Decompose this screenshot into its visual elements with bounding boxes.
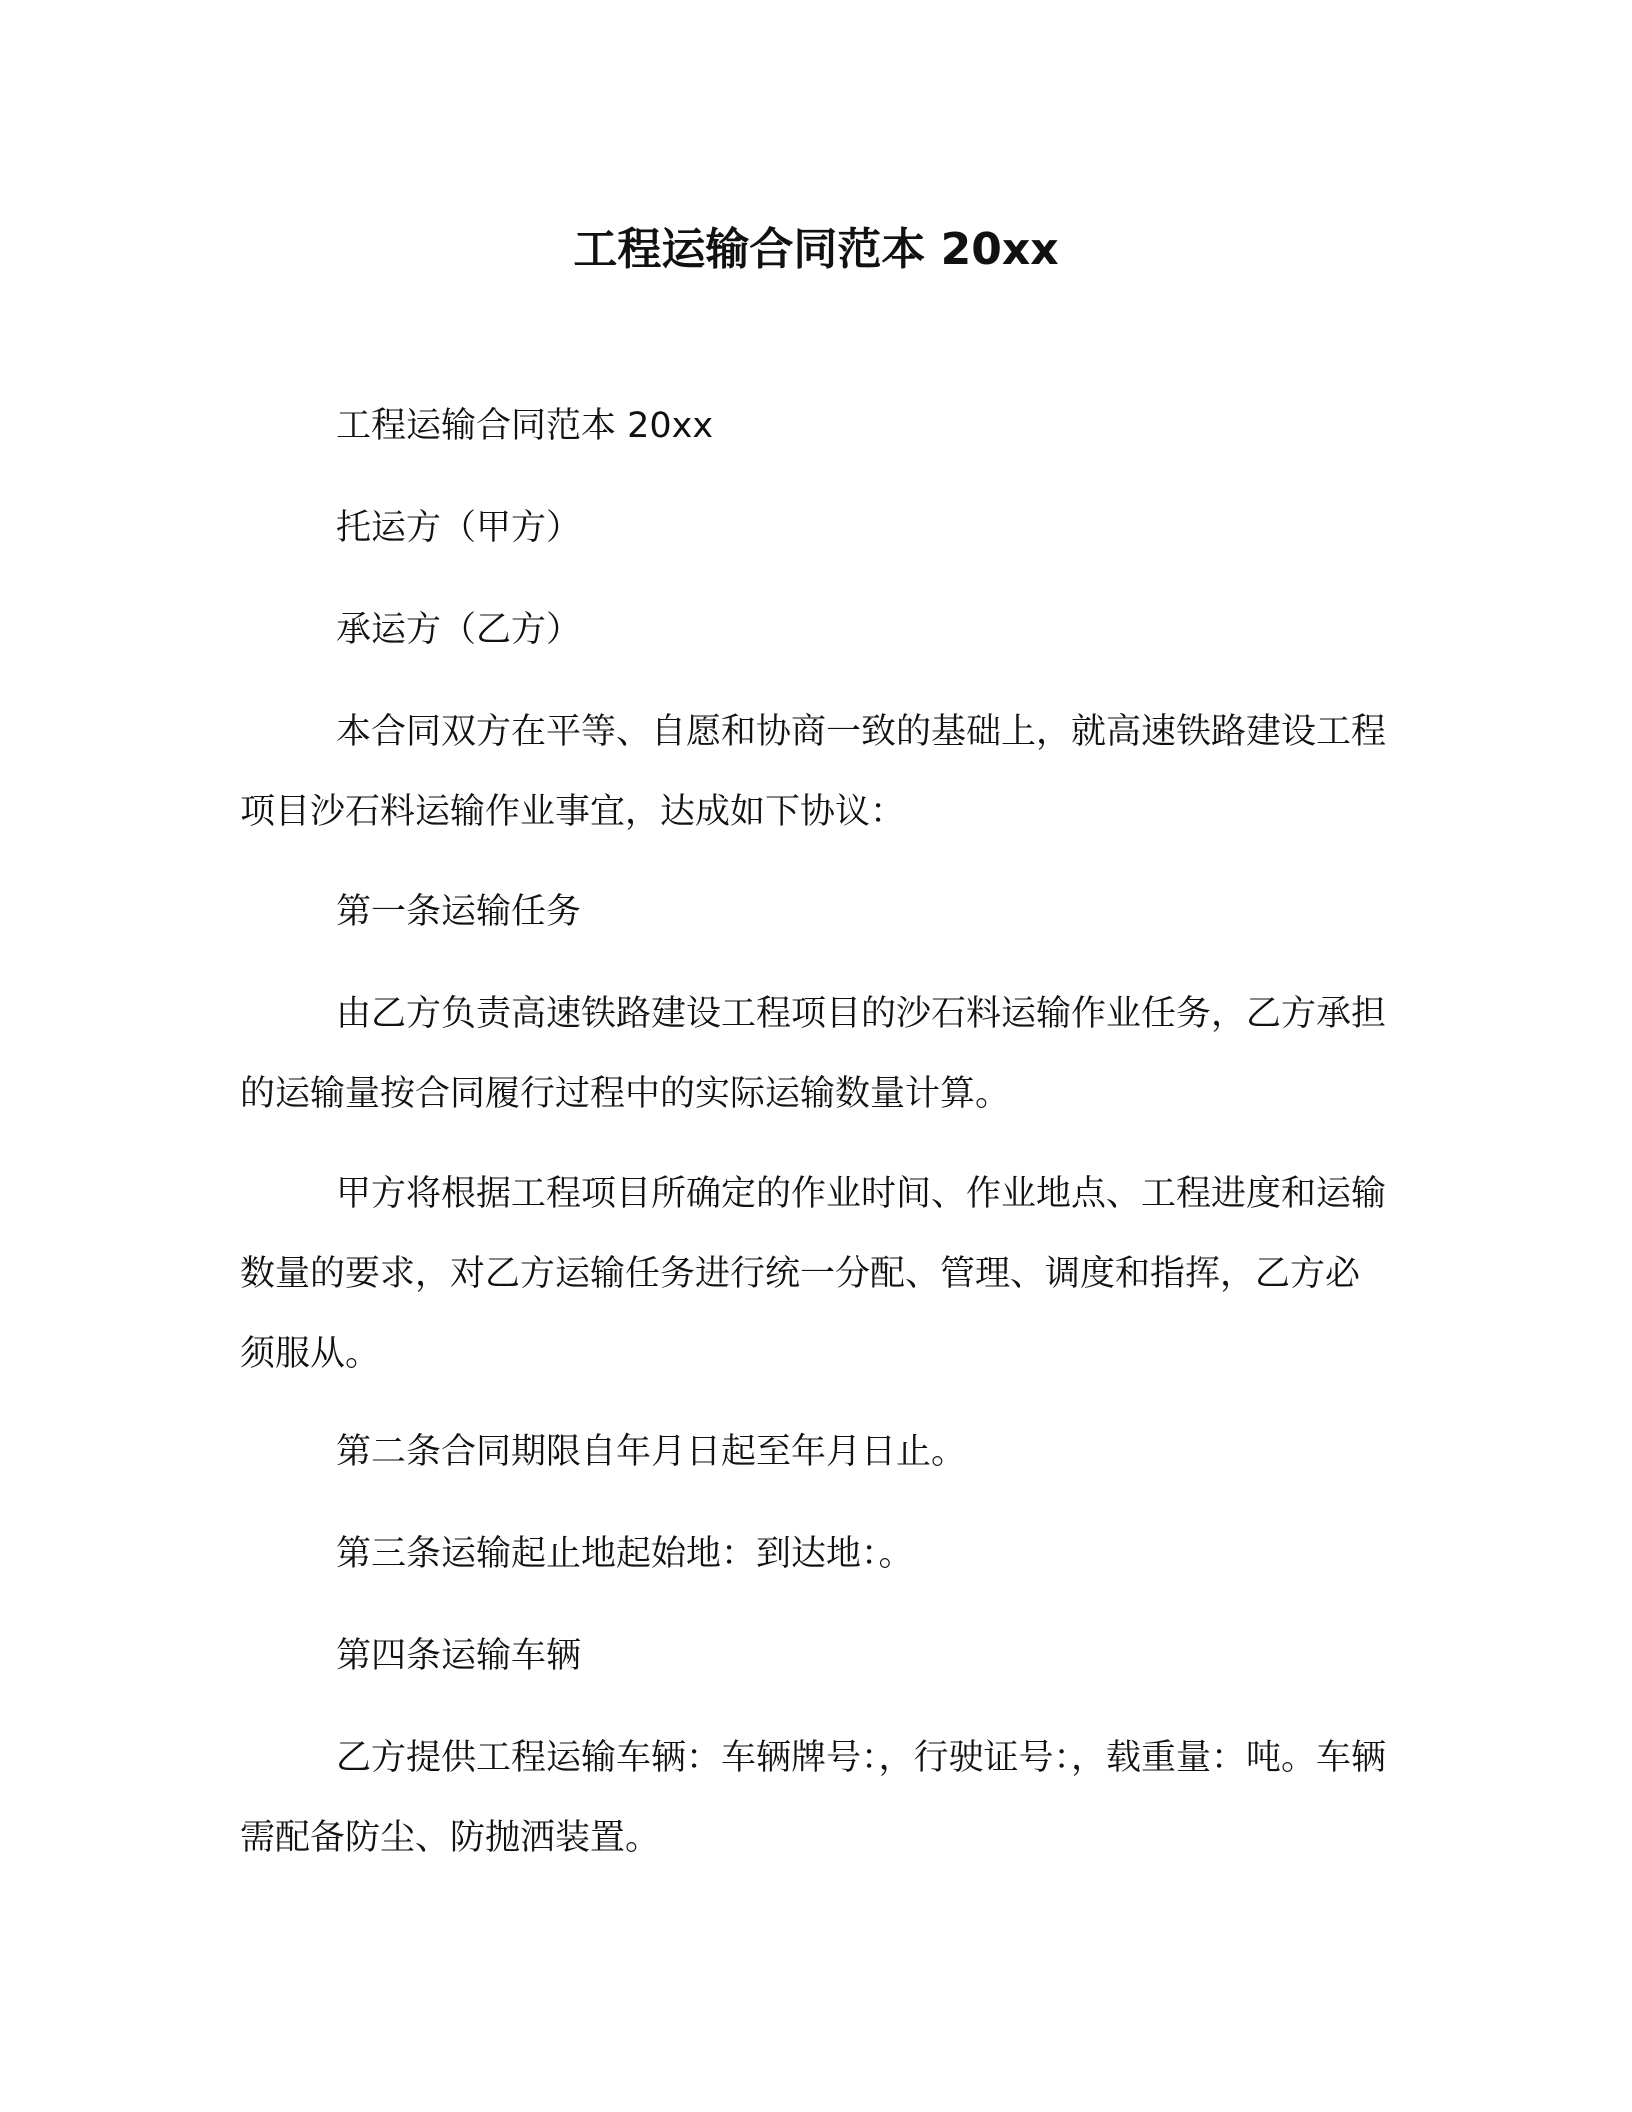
paragraph-preamble: 本合同双方在平等、自愿和协商一致的基础上，就高速铁路建设工程项目沙石料运输作业事宜，达成如下协议： <box>240 712 1387 832</box>
document-title: 工程运输合同范本 20xx <box>573 224 1059 275</box>
paragraph-article-1-scheduling: 甲方将根据工程项目所确定的作业时间、作业地点、工程进度和运输数量的要求，对乙方运输任务进行统一分配、管理、调度和指挥，乙方必须服从。 <box>240 1174 1387 1374</box>
paragraph-article-4-body: 乙方提供工程运输车辆：车辆牌号：，行驶证号：，载重量：吨。车辆需配备防尘、防抛洒装置。 <box>240 1738 1387 1858</box>
paragraph-article-1-heading: 第一条运输任务 <box>336 892 582 932</box>
paragraph-article-2: 第二条合同期限自年月日起至年月日止。 <box>336 1432 967 1472</box>
paragraph-article-1-body: 由乙方负责高速铁路建设工程项目的沙石料运输作业任务，乙方承担的运输量按合同履行过程中的实际运输数量计算。 <box>240 994 1387 1114</box>
paragraph-consignor: 托运方（甲方） <box>336 508 582 548</box>
paragraph-heading: 工程运输合同范本 20xx <box>336 406 714 446</box>
paragraph-article-3: 第三条运输起止地起始地：到达地：。 <box>336 1534 914 1574</box>
paragraph-article-4-heading: 第四条运输车辆 <box>336 1636 582 1676</box>
paragraph-carrier: 承运方（乙方） <box>336 610 582 650</box>
